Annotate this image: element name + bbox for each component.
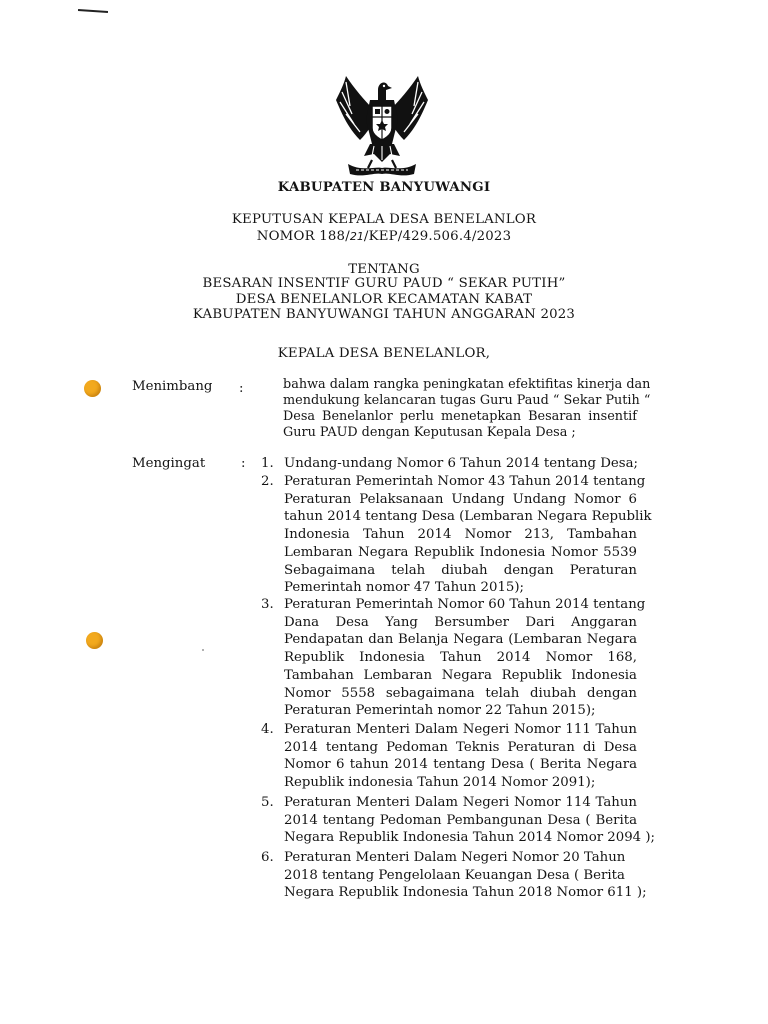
mengingat-item-5 xyxy=(284,794,656,847)
item-line: Peraturan Pemerintah Nomor 43 Tahun 2014 tentang xyxy=(284,474,646,489)
item-line: Indonesia Tahun 2014 Nomor 213, Tambahan xyxy=(284,527,637,543)
mengingat-colon: : xyxy=(241,456,246,471)
item-line: Peraturan Pemerintah Nomor 60 Tahun 2014 tentang xyxy=(284,597,646,612)
tentang-heading: TENTANG xyxy=(348,262,420,277)
item-line: 2014 tentang Pedoman Teknis Peraturan di Desa xyxy=(284,739,637,755)
item-line: Peraturan Menteri Dalam Negeri Nomor 20 Tahun xyxy=(284,850,626,865)
item-line: tahun 2014 tentang Desa (Lembaran Negara Republik xyxy=(284,509,652,525)
decree-number-suffix: /KEP/429.506.4/2023 xyxy=(363,229,512,244)
menimbang-text xyxy=(283,377,651,441)
punch-hole-mark-bottom xyxy=(86,632,103,649)
item-line: Pendapatan dan Belanja Negara (Lembaran Negara xyxy=(284,632,637,648)
mengingat-item-2 xyxy=(284,473,652,597)
item-line: Nomor 5558 sebagaimana telah diubah dengan xyxy=(284,685,637,701)
item-line: 2014 tentang Pedoman Pembangunan Desa ( Berita xyxy=(284,812,637,828)
item-line: Pemerintah nomor 47 Tahun 2015); xyxy=(284,580,525,596)
item-line: Lembaran Negara Republik Indonesia Nomor 5539 xyxy=(284,544,637,560)
mengingat-item-number: 5. xyxy=(261,795,274,810)
garuda-emblem-icon xyxy=(334,70,430,180)
item-line: Dana Desa Yang Bersumber Dari Anggaran xyxy=(284,614,637,630)
decree-title: KEPUTUSAN KEPALA DESA BENELANLOR xyxy=(231,212,537,227)
mengingat-item-number: 1. xyxy=(261,456,274,471)
punch-hole-mark-top xyxy=(84,380,101,397)
authority-heading: KEPALA DESA BENELANLOR, xyxy=(277,346,491,361)
mengingat-label: Mengingat xyxy=(132,456,206,471)
subject-line-3: KABUPATEN BANYUWANGI TAHUN ANGGARAN 2023 xyxy=(192,307,576,322)
subject-line-1: BESARAN INSENTIF GURU PAUD “ SEKAR PUTIH” xyxy=(202,276,566,291)
item-line: Tambahan Lembaran Negara Republik Indonesia xyxy=(284,667,637,683)
item-line: Republik Indonesia Tahun 2014 Nomor 168, xyxy=(284,650,637,666)
menimbang-line: mendukung kelancaran tugas Guru Paud “ Sekar Putih “ xyxy=(283,393,651,408)
pen-mark xyxy=(78,9,108,13)
item-line: Peraturan Pemerintah nomor 22 Tahun 2015); xyxy=(284,703,596,719)
mengingat-item-number: 3. xyxy=(261,597,274,612)
mengingat-item-4 xyxy=(284,721,637,792)
item-line: 2018 tentang Pengelolaan Keuangan Desa ( Berita xyxy=(284,867,625,883)
subject-line-2: DESA BENELANLOR KECAMATAN KABAT xyxy=(235,292,533,307)
item-line: Peraturan Pelaksanaan Undang Undang Nomor 6 xyxy=(284,491,637,507)
item-line: Republik indonesia Tahun 2014 Nomor 2091); xyxy=(284,775,596,791)
menimbang-line: Guru PAUD dengan Keputusan Kepala Desa ; xyxy=(283,425,576,440)
decree-number-prefix: NOMOR 188/ xyxy=(256,229,350,244)
mengingat-item-number: 2. xyxy=(261,474,274,489)
mengingat-item-1 xyxy=(284,455,637,473)
item-line: Negara Republik Indonesia Tahun 2014 Nomor 2094 ); xyxy=(284,830,656,846)
menimbang-colon: : xyxy=(239,381,244,396)
mengingat-item-6 xyxy=(284,849,647,902)
regency-title: KABUPATEN BANYUWANGI xyxy=(277,180,491,195)
menimbang-line: bahwa dalam rangka peningkatan efektifitas kinerja dan xyxy=(283,377,651,392)
menimbang-label: Menimbang xyxy=(132,379,213,394)
item-line: Undang-undang Nomor 6 Tahun 2014 tentang Desa; xyxy=(284,456,639,471)
item-line: Peraturan Menteri Dalam Negeri Nomor 111 Tahun xyxy=(284,722,637,737)
item-line: Peraturan Menteri Dalam Negeri Nomor 114 Tahun xyxy=(284,795,637,810)
item-line: Negara Republik Indonesia Tahun 2018 Nomor 611 ); xyxy=(284,885,647,901)
mengingat-item-3 xyxy=(284,596,646,720)
item-line: Nomor 6 tahun 2014 tentang Desa ( Berita Negara xyxy=(284,757,637,773)
item-line: Sebagaimana telah diubah dengan Peraturan xyxy=(284,562,637,578)
decree-number xyxy=(0,229,768,244)
menimbang-line: Desa Benelanlor perlu menetapkan Besaran insentif xyxy=(283,409,637,424)
speck xyxy=(202,649,204,651)
mengingat-item-number: 6. xyxy=(261,850,274,865)
mengingat-item-number: 4. xyxy=(261,722,274,737)
decree-number-handwritten: 21 xyxy=(349,230,364,243)
